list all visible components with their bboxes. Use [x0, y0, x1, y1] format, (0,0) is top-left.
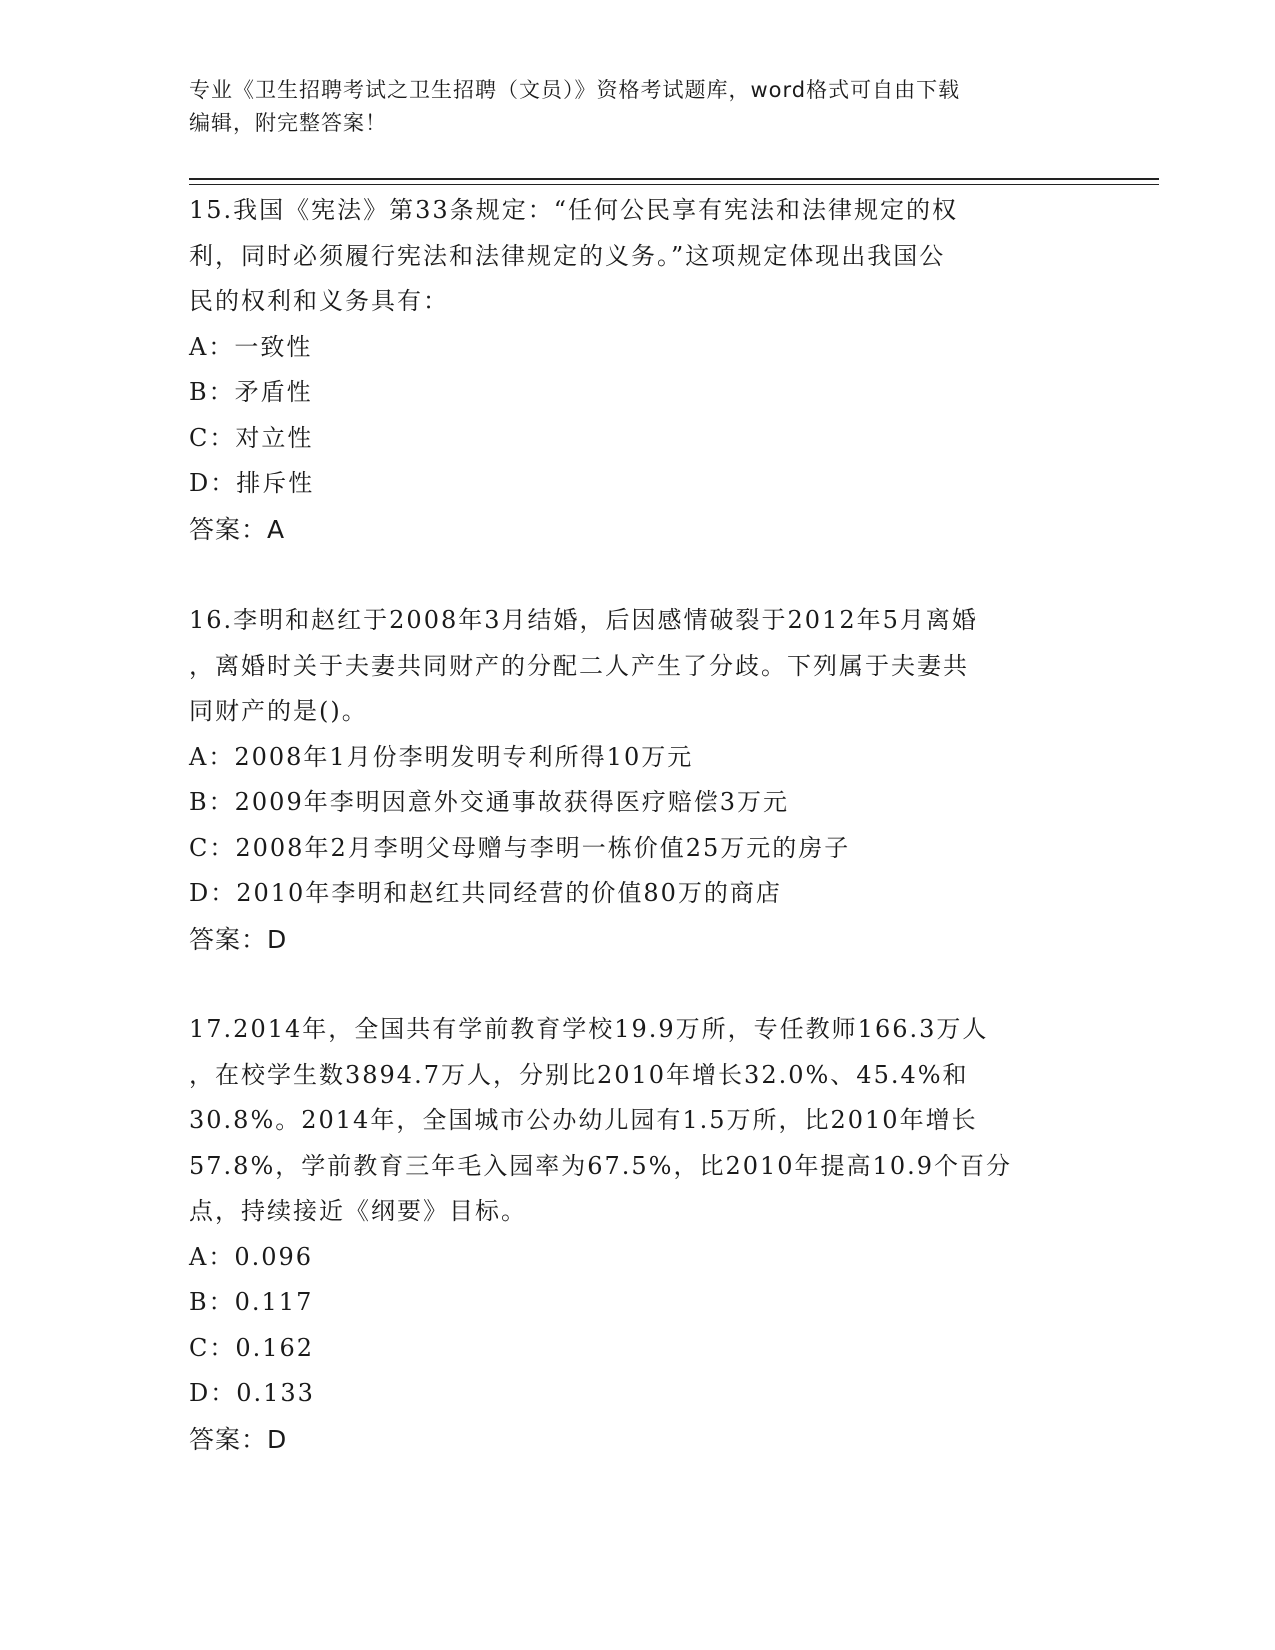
question-16	[189, 598, 1089, 962]
question-stem-line: ，在校学生数3894.7万人，分别比2010年增长32.0%、45.4%和	[189, 1060, 969, 1089]
option-c: C：对立性	[189, 423, 314, 452]
option-d: D：排斥性	[189, 469, 315, 497]
question-stem-line: 同财产的是()。	[189, 697, 368, 725]
option-b: B：2009年李明因意外交通事故获得医疗赔偿3万元	[189, 788, 789, 816]
option-c: C：0.162	[189, 1333, 315, 1362]
document-header	[189, 74, 1069, 140]
header-line-2: 编辑，附完整答案！	[189, 111, 387, 135]
answer-label: 答案：A	[189, 514, 286, 544]
answer-label: 答案：D	[189, 1424, 288, 1454]
question-stem-line: 30.8%。2014年，全国城市公办幼儿园有1.5万所，比2010年增长	[189, 1106, 978, 1134]
option-a: A：2008年1月份李明发明专利所得10万元	[189, 742, 694, 771]
header-line-1: 专业《卫生招聘考试之卫生招聘（文员）》资格考试题库，word格式可自由下载	[189, 78, 961, 102]
option-b: B：0.117	[189, 1288, 314, 1316]
question-stem-line: 57.8%，学前教育三年毛入园率为67.5%，比2010年提高10.9个百分	[189, 1151, 1012, 1180]
question-stem-line: 16.李明和赵红于2008年3月结婚，后因感情破裂于2012年5月离婚	[189, 606, 978, 634]
question-stem-line: 15.我国《宪法》第33条规定：“任何公民享有宪法和法律规定的权	[189, 196, 958, 224]
header-divider-thick	[189, 178, 1159, 180]
option-c: C：2008年2月李明父母赠与李明一栋价值25万元的房子	[189, 833, 851, 862]
header-divider-thin	[189, 184, 1159, 185]
question-stem-line: 点，持续接近《纲要》目标。	[189, 1197, 527, 1225]
question-stem-line: 17.2014年，全国共有学前教育学校19.9万所，专任教师166.3万人	[189, 1015, 989, 1043]
option-d: D：2010年李明和赵红共同经营的价值80万的商店	[189, 879, 782, 907]
question-17	[189, 1007, 1089, 1462]
question-stem-line: 民的权利和义务具有：	[189, 287, 449, 315]
question-stem-line: 利，同时必须履行宪法和法律规定的义务。”这项规定体现出我国公	[189, 241, 946, 270]
option-a: A：一致性	[189, 332, 313, 361]
option-a: A：0.096	[189, 1242, 314, 1271]
answer-label: 答案：D	[189, 924, 288, 954]
question-15	[189, 188, 1089, 552]
option-d: D：0.133	[189, 1379, 315, 1407]
option-b: B：矛盾性	[189, 378, 313, 406]
question-stem-line: ，离婚时关于夫妻共同财产的分配二人产生了分歧。下列属于夫妻共	[189, 651, 969, 680]
